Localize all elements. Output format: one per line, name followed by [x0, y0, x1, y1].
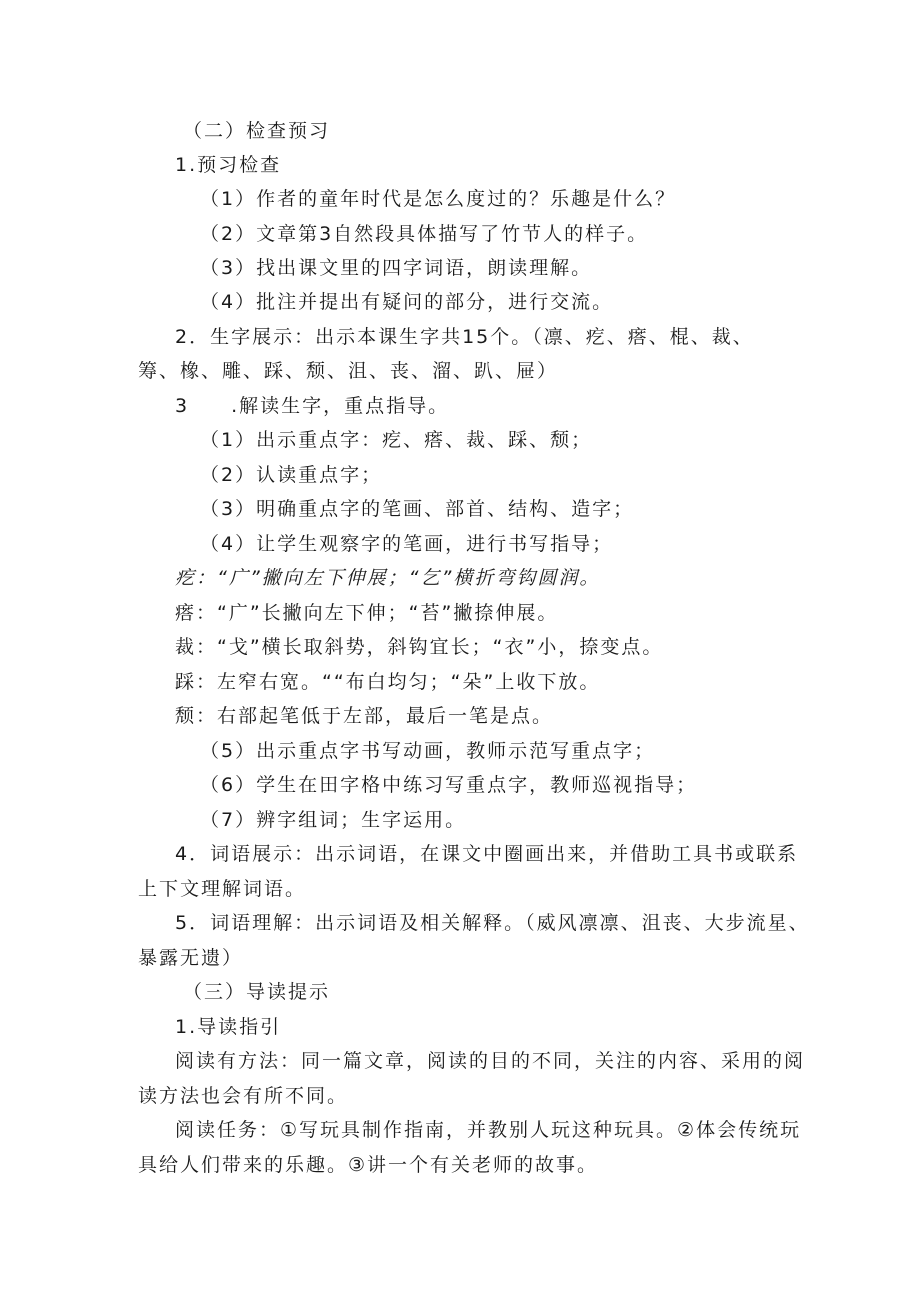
char-note: 疙：“广”撇向左下伸展；“乞”横折弯钩圆润。: [175, 567, 601, 589]
item-reading-guidance: 1.导读指引: [175, 1016, 282, 1038]
item-new-characters: 2．生字展示：出示本课生字共15个。（凛、疙、瘩、棍、裁、: [175, 326, 754, 348]
paragraph-reading-method-cont: 读方法也会有所不同。: [138, 1085, 349, 1107]
sub-item: （6）学生在田字格中练习写重点字，教师巡视指导；: [200, 774, 698, 796]
sub-item: （1）出示重点字：疙、瘩、裁、踩、颓；: [200, 429, 593, 451]
section-heading-check-preview: （二）检查预习: [183, 120, 331, 142]
sub-item: （1）作者的童年时代是怎么度过的？乐趣是什么？: [200, 188, 677, 210]
item-new-characters-cont: 筹、橡、雕、踩、颓、沮、丧、溜、趴、屉）: [138, 360, 559, 382]
item-word-understanding-cont: 暴露无遗）: [138, 947, 244, 969]
item-preview-check: 1.预习检查: [175, 154, 282, 176]
section-heading-reading-guide: （三）导读提示: [183, 981, 331, 1003]
sub-item: （5）出示重点字书写动画，教师示范写重点字；: [200, 740, 656, 762]
sub-item: （3）明确重点字的笔画、部首、结构、造字；: [200, 498, 635, 520]
paragraph-reading-task-cont: 具给人们带来的乐趣。③讲一个有关老师的故事。: [138, 1154, 599, 1176]
sub-item: （4）批注并提出有疑问的部分，进行交流。: [200, 291, 614, 313]
item-word-understanding: 5．词语理解：出示词语及相关解释。（威风凛凛、沮丧、大步流星、: [175, 912, 810, 934]
sub-item: （7）辨字组词；生字运用。: [200, 809, 467, 831]
sub-item: （4）让学生观察字的笔画，进行书写指导；: [200, 533, 614, 555]
paragraph-reading-method: 阅读有方法：同一篇文章，阅读的目的不同，关注的内容、采用的阅: [175, 1050, 806, 1072]
char-note: 颓：右部起笔低于左部，最后一笔是点。: [175, 705, 554, 727]
sub-item: （2）文章第3自然段具体描写了竹节人的样子。: [200, 223, 649, 245]
paragraph-reading-task: 阅读任务：①写玩具制作指南，并教别人玩这种玩具。②体会传统玩: [175, 1119, 802, 1141]
char-note: 裁：“戈”横长取斜势，斜钩宜长；“衣”小，捺变点。: [175, 636, 664, 658]
char-note: 踩：左窄右宽。““布白均匀；“朵”上收下放。: [175, 671, 601, 693]
item-word-display-cont: 上下文理解词语。: [138, 878, 307, 900]
item-interpret-characters: 3 .解读生字，重点指导。: [175, 395, 450, 417]
char-note: 瘩：“广”长撇向左下伸；“苔”撇捺伸展。: [175, 602, 559, 624]
sub-item: （3）找出课文里的四字词语，朗读理解。: [200, 257, 593, 279]
item-word-display: 4．词语展示：出示词语，在课文中圈画出来，并借助工具书或联系: [175, 843, 799, 865]
sub-item: （2）认读重点字；: [200, 464, 383, 486]
